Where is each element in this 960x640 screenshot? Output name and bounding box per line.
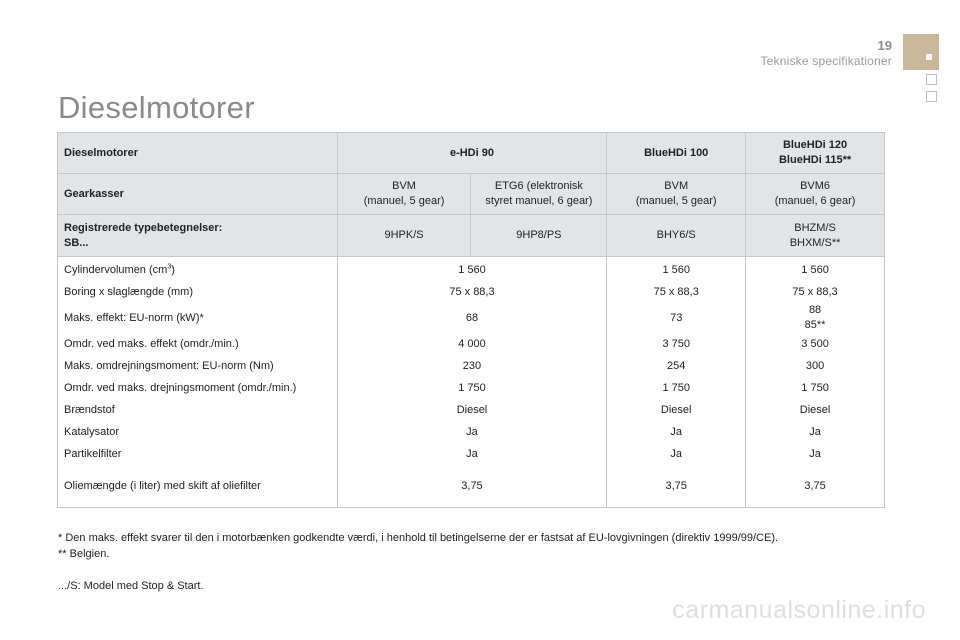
header-label: Dieselmotorer bbox=[58, 133, 338, 174]
cell-value: 1 750 bbox=[607, 377, 746, 399]
cell-value: Diesel bbox=[337, 399, 607, 421]
gearbox-value: BVM (manuel, 5 gear) bbox=[607, 174, 746, 215]
table-row bbox=[58, 399, 885, 421]
cell-value: Diesel bbox=[607, 399, 746, 421]
type-code-value: BHY6/S bbox=[607, 215, 746, 257]
cell-value: 4 000 bbox=[337, 333, 607, 355]
engine-bluehdi100: BlueHDi 100 bbox=[607, 133, 746, 174]
page-number: 19 bbox=[877, 38, 892, 53]
cell-value: 75 x 88,3 bbox=[337, 281, 607, 303]
row-label: Omdr. ved maks. drejningsmoment (omdr./min.) bbox=[58, 377, 338, 399]
gearbox-value: BVM (manuel, 5 gear) bbox=[337, 174, 471, 215]
superscript: 3 bbox=[167, 262, 172, 270]
cell-value: Ja bbox=[607, 443, 746, 465]
cell-value: 3,75 bbox=[337, 465, 607, 508]
cell-value: Ja bbox=[607, 421, 746, 443]
cell-value: 3,75 bbox=[746, 465, 885, 508]
cell-value: 1 750 bbox=[337, 377, 607, 399]
row-label: Katalysator bbox=[58, 421, 338, 443]
cell-value: 1 560 bbox=[607, 257, 746, 282]
row-label bbox=[58, 257, 338, 282]
cell-value: 230 bbox=[337, 355, 607, 377]
footnote-power: * Den maks. effekt svarer til den i motorbænken godkendte værdi, i henhold til betingelserne der er fastsat af EU-lovgivningen (direktiv 1999/99/CE). bbox=[58, 532, 779, 544]
cell-value: 300 bbox=[746, 355, 885, 377]
cell-value: 3 500 bbox=[746, 333, 885, 355]
table-row bbox=[58, 377, 885, 399]
cell-value: 3,75 bbox=[607, 465, 746, 508]
type-code-value: 9HP8/PS bbox=[471, 215, 607, 257]
cell-value: Ja bbox=[746, 421, 885, 443]
footnotes bbox=[58, 530, 778, 562]
row-label: Boring x slaglængde (mm) bbox=[58, 281, 338, 303]
cell-value: Ja bbox=[337, 443, 607, 465]
engine-bluehdi120: BlueHDi 120 BlueHDi 115** bbox=[746, 133, 885, 174]
cell-value: Ja bbox=[746, 443, 885, 465]
table-row bbox=[58, 257, 885, 282]
row-label: Maks. omdrejningsmoment: EU-norm (Nm) bbox=[58, 355, 338, 377]
type-codes-row bbox=[58, 215, 885, 257]
table-row bbox=[58, 281, 885, 303]
cell-value: Diesel bbox=[746, 399, 885, 421]
watermark-text: carmanualsonline.info bbox=[672, 596, 926, 624]
row-label-text: Cylindervolumen (cm bbox=[64, 263, 168, 276]
cell-value: 1 560 bbox=[746, 257, 885, 282]
cell-value: Ja bbox=[337, 421, 607, 443]
row-label: Oliemængde (i liter) med skift af oliefilter bbox=[58, 465, 338, 508]
diesel-engine-spec-table bbox=[57, 132, 885, 508]
cell-value: 75 x 88,3 bbox=[746, 281, 885, 303]
cell-value: 75 x 88,3 bbox=[607, 281, 746, 303]
type-code-value: BHZM/S BHXM/S** bbox=[746, 215, 885, 257]
type-codes-label: Registrerede typebetegnelser: SB... bbox=[58, 215, 338, 257]
cell-value: 68 bbox=[337, 303, 607, 333]
page-heading: Dieselmotorer bbox=[58, 90, 255, 125]
cell-value: 73 bbox=[607, 303, 746, 333]
table-row bbox=[58, 421, 885, 443]
gearbox-row bbox=[58, 174, 885, 215]
footnote-belgium: ** Belgien. bbox=[58, 548, 110, 560]
table-row bbox=[58, 443, 885, 465]
cell-value: 1 750 bbox=[746, 377, 885, 399]
gearbox-label: Gearkasser bbox=[58, 174, 338, 215]
table-row bbox=[58, 465, 885, 508]
footnote-stop-start: .../S: Model med Stop & Start. bbox=[58, 580, 204, 592]
row-label: Brændstof bbox=[58, 399, 338, 421]
engine-ehdi90: e-HDi 90 bbox=[337, 133, 607, 174]
nav-square-1 bbox=[926, 74, 937, 85]
table-header-row bbox=[58, 133, 885, 174]
cell-value: 3 750 bbox=[607, 333, 746, 355]
section-title: Tekniske specifikationer bbox=[760, 54, 892, 68]
gearbox-value: ETG6 (elektronisk styret manuel, 6 gear) bbox=[471, 174, 607, 215]
nav-square-2 bbox=[926, 91, 937, 102]
cell-value: 88 85** bbox=[746, 303, 885, 333]
table-row bbox=[58, 355, 885, 377]
gearbox-value: BVM6 (manuel, 6 gear) bbox=[746, 174, 885, 215]
table-row bbox=[58, 303, 885, 333]
row-label: Omdr. ved maks. effekt (omdr./min.) bbox=[58, 333, 338, 355]
cell-value: 1 560 bbox=[337, 257, 607, 282]
row-label: Maks. effekt: EU-norm (kW)* bbox=[58, 303, 338, 333]
row-label-text: ) bbox=[171, 263, 175, 276]
corner-tab-marker bbox=[903, 34, 939, 70]
table-row bbox=[58, 333, 885, 355]
cell-value: 254 bbox=[607, 355, 746, 377]
row-label: Partikelfilter bbox=[58, 443, 338, 465]
type-code-value: 9HPK/S bbox=[337, 215, 471, 257]
